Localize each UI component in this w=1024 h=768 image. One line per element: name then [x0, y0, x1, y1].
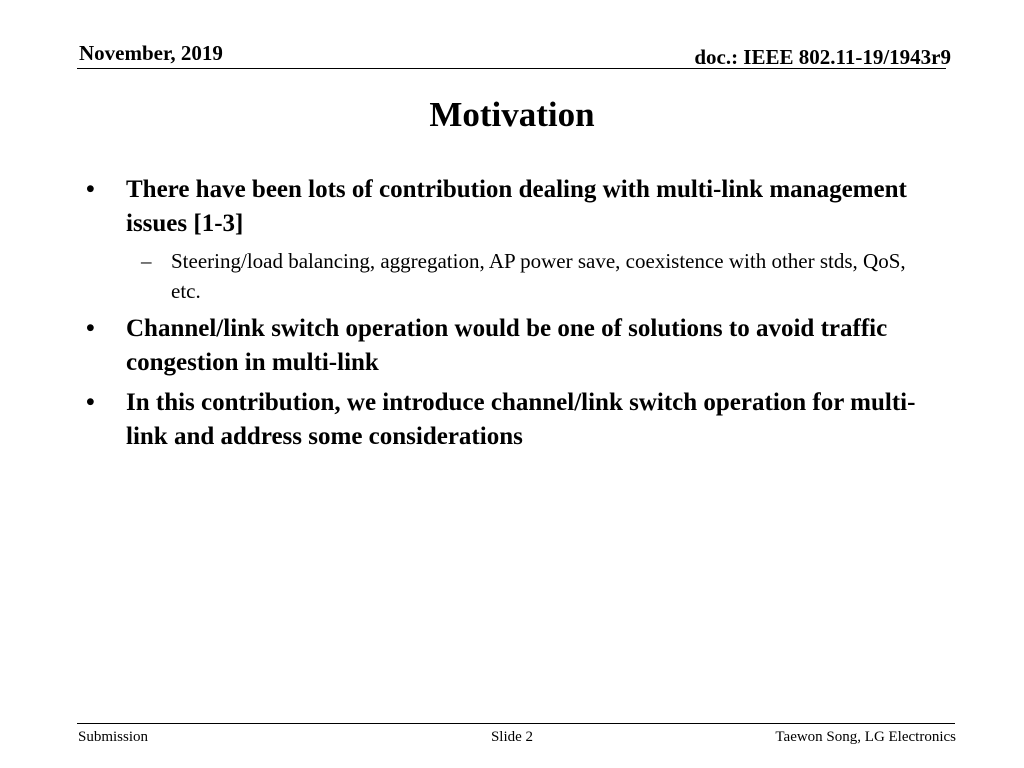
- bullet-marker: •: [86, 315, 95, 342]
- bullet-marker: •: [86, 389, 95, 416]
- slide-body: [86, 173, 936, 460]
- sub-bullet-marker: –: [141, 249, 152, 273]
- header-date: November, 2019: [79, 41, 223, 65]
- bullet-text: There have been lots of contribution dealing with multi-link management issues [1-3]: [126, 176, 907, 237]
- sub-bullet-item: [86, 246, 936, 306]
- bullet-item: [86, 173, 936, 241]
- footer-submission: Submission: [78, 729, 149, 745]
- footer-author: Taewon Song, LG Electronics: [775, 729, 956, 745]
- bullet-text: Channel/link switch operation would be one of solutions to avoid traffic congestion in multi-link: [126, 315, 888, 376]
- bullet-item: [86, 312, 936, 380]
- sub-bullet-text: Steering/load balancing, aggregation, AP power save, coexistence with other stds, QoS, etc.: [171, 249, 906, 303]
- footer-divider: [77, 723, 955, 724]
- bullet-item: [86, 386, 936, 454]
- header-divider: [77, 68, 946, 69]
- bullet-text: In this contribution, we introduce channel/link switch operation for multi-link and address some considerations: [126, 389, 916, 450]
- footer-slide-number: Slide 2: [490, 729, 534, 745]
- header-document-id: doc.: IEEE 802.11-19/1943r9: [694, 45, 951, 69]
- bullet-marker: •: [86, 176, 95, 203]
- slide-title: Motivation: [429, 95, 595, 134]
